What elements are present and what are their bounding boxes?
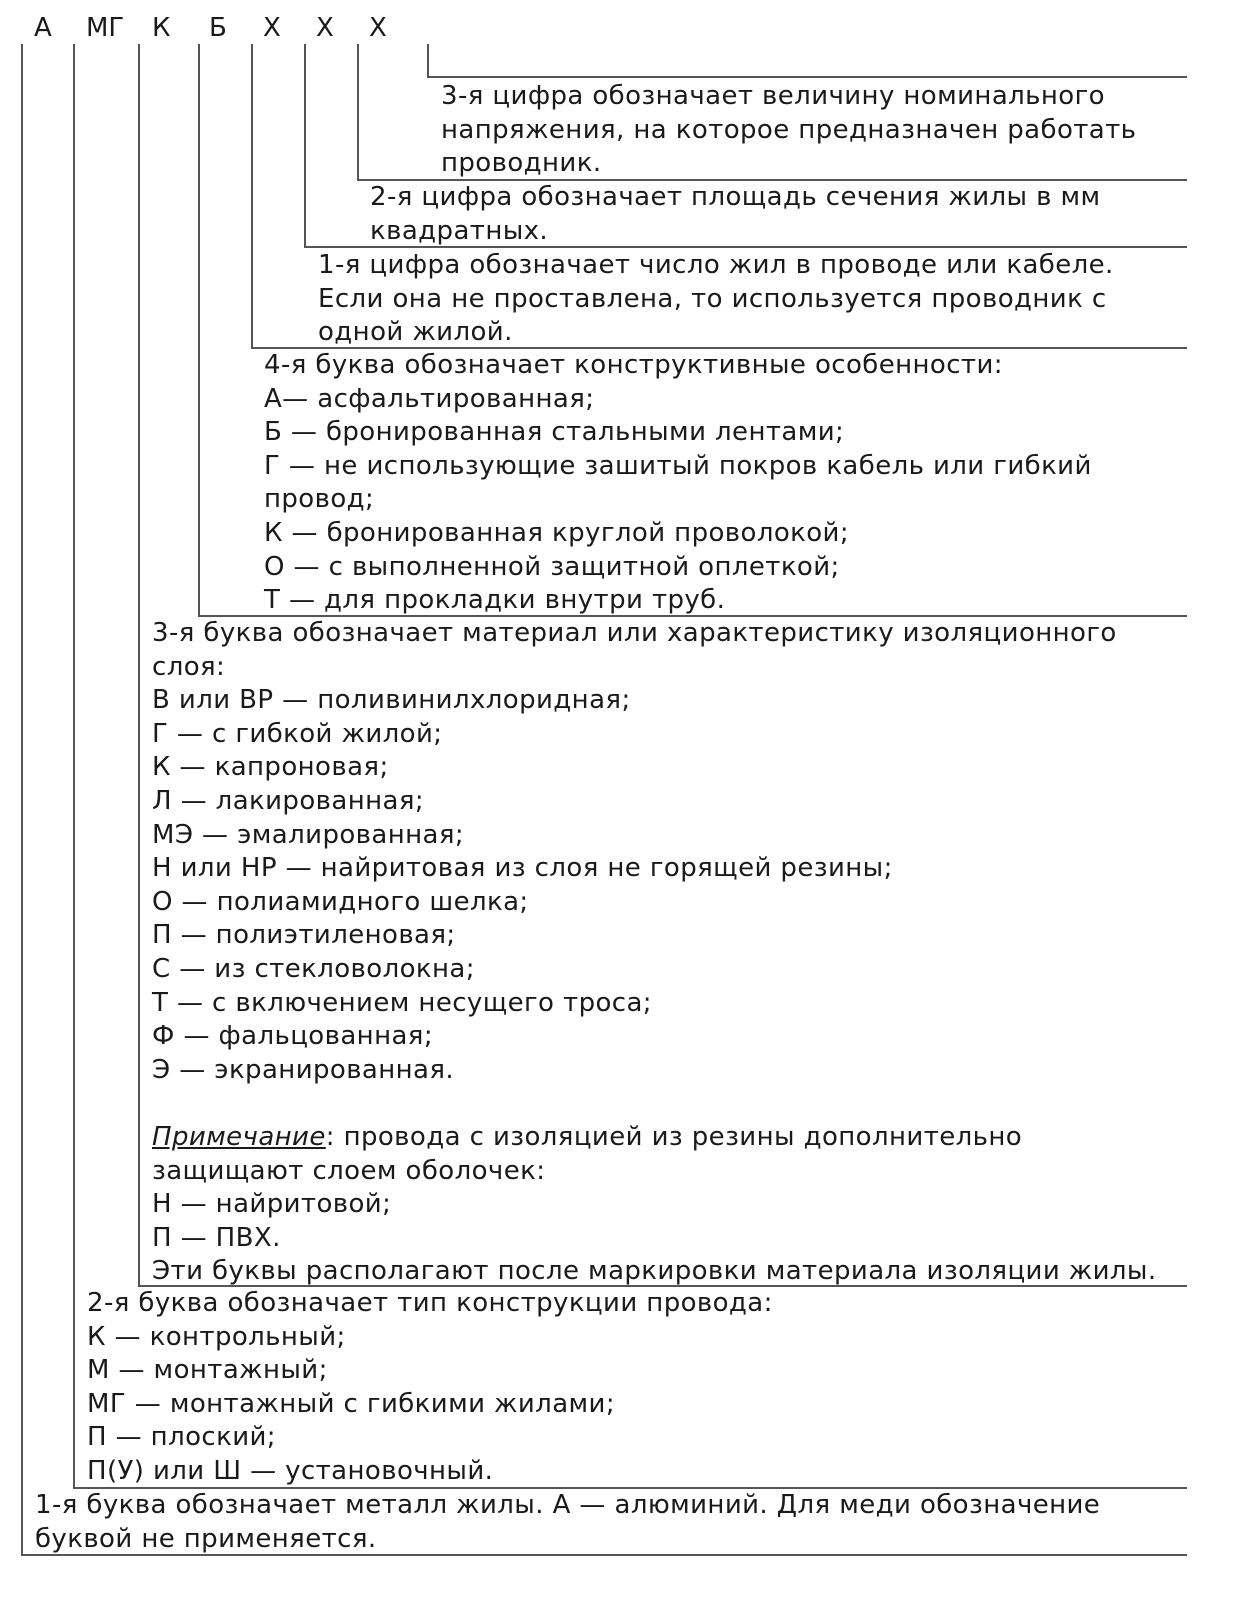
connector-line-digit3 [357,44,359,181]
section-line: К — бронированная круглой проволокой; [264,517,850,548]
code-letter-digit-cores: Х [263,13,281,43]
section-line: одной жилой. [318,317,513,348]
section-line: О — с выполненной защитной оплеткой; [264,551,840,582]
section-spacer [152,1087,1157,1121]
note-text: : провода с изоляцией из резины дополнительно [325,1121,1023,1152]
section-line: 2-я цифра обозначает площадь сечения жилы в мм [370,182,1101,212]
section-letter1-metal [35,1489,1100,1556]
section-line: Н или НР — найритовая из слоя не горящей резины; [152,853,893,884]
section-line: 2-я буква обозначает тип конструкции провода: [87,1288,773,1318]
connector-line-digit1 [251,44,253,349]
section-line: проводник. [441,148,602,179]
connector-line-letter3 [138,44,140,1287]
section-line: слоя: [152,651,226,682]
section-line: МЭ — эмалированная; [152,819,465,850]
section-line: напряжения, на которое предназначен работать [441,114,1137,145]
connector-line-letter1 [21,44,23,1556]
section-line: Г — с гибкой жилой; [152,718,443,749]
code-letter-insulation: К [152,13,171,43]
section-line: провод; [264,484,375,515]
section-line: 1-я цифра обозначает число жил в проводе или кабеле. [318,250,1114,280]
note-line: защищают слоем оболочек: [152,1155,546,1186]
section-line: 4-я буква обозначает конструктивные особенности: [264,350,1003,380]
section-line: О — полиамидного шелка; [152,886,529,917]
section-letter2-construction [87,1287,773,1489]
section-line: Т — для прокладки внутри труб. [264,585,726,616]
section-line: П — полиэтиленовая; [152,920,456,951]
connector-line-top [427,44,429,78]
code-letter-metal: А [34,13,52,43]
note-line: Эти буквы располагают после маркировки материала изоляции жилы. [152,1256,1157,1287]
section-line: М — монтажный; [87,1355,328,1386]
section-letter4-design [264,349,1092,618]
section-line: Г — не использующие зашитый покров кабель или гибкий [264,450,1092,481]
section-line: 3-я буква обозначает материал или характеристику изоляционного [152,618,1117,648]
section-line: Если она не проставлена, то используется проводник с [318,283,1107,314]
section-line: К — капроновая; [152,752,389,783]
divider-top [427,76,1187,78]
section-line: 1-я буква обозначает металл жилы. А — алюминий. Для меди обозначение [35,1490,1101,1520]
section-line: Л — лакированная; [152,785,425,816]
section-line: МГ — монтажный с гибкими жилами; [87,1388,616,1419]
section-line: В или ВР — поливинилхлоридная; [152,685,631,716]
code-letter-digit-section: Х [316,13,334,43]
section-line: А— асфальтированная; [264,383,595,414]
section-line: Б — бронированная стальными лентами; [264,417,845,448]
section-line: Ф — фальцованная; [152,1021,434,1052]
note-line [152,1121,1157,1155]
note-line: П — ПВХ. [152,1222,281,1253]
connector-line-letter2 [73,44,75,1489]
code-letter-design: Б [209,13,227,43]
section-digit2-cross-section [370,181,1101,248]
section-line: 3-я цифра обозначает величину номинального [441,81,1105,111]
section-line: Т — с включением несущего троса; [152,987,652,1018]
note-line: Н — найритовой; [152,1189,392,1220]
section-line: Э — экранированная. [152,1054,455,1085]
section-line: П(У) или Ш — установочный. [87,1455,494,1486]
section-line: квадратных. [370,215,549,246]
code-letter-digit-voltage: Х [369,13,387,43]
section-line: буквой не применяется. [35,1523,377,1554]
note-label: Примечание [152,1121,326,1152]
section-line: К — контрольный; [87,1321,346,1352]
connector-line-digit2 [304,44,306,248]
section-line: С — из стекловолокна; [152,953,475,984]
section-digit1-cores [318,249,1114,350]
section-digit3-voltage [441,80,1136,181]
connector-line-letter4 [198,44,200,617]
code-letter-construction: МГ [86,13,125,43]
section-line: П — плоский; [87,1422,276,1453]
section-letter3-insulation [152,617,1157,1289]
